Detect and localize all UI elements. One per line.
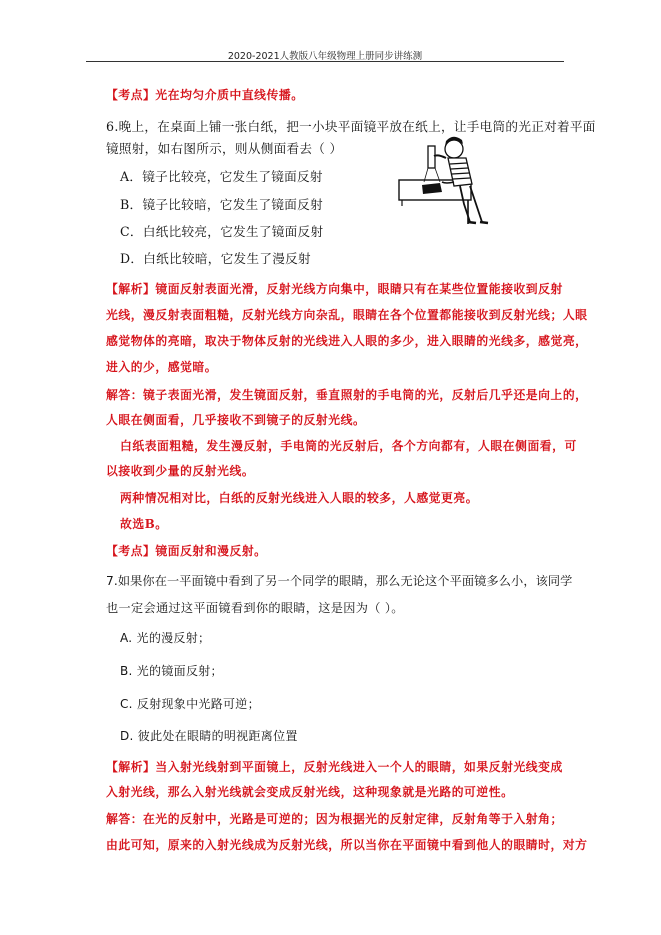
- q7-stem-line-2: 也一定会通过这平面镜看到你的眼睛，这是因为（ ）。: [106, 601, 404, 615]
- q6-jieda-line-5: 两种情况相对比，白纸的反射光线进入人眼的较多，人感觉更亮。: [120, 491, 479, 505]
- boy-shoes: [468, 222, 488, 223]
- q6-option-c: C．白纸比较亮，它发生了镜面反射: [120, 224, 324, 239]
- q6-option-d: D．白纸比较暗，它发生了漫反射: [120, 251, 311, 266]
- q6-answer: 故选B。: [120, 517, 168, 531]
- q6-jieda-line-4: 以接收到少量的反射光线。: [106, 464, 255, 478]
- page-header: 2020-2021人教版八年级物理上册同步讲练测: [227, 51, 423, 62]
- q6-jiexi-line-4: 进入的少，感觉暗。: [106, 360, 218, 374]
- q7-jieda-line-2: 由此可知，原来的入射光线成为反射光线，所以当你在平面镜中看到他人的眼睛时，对方: [106, 838, 588, 852]
- flashlight-mirror-illustration: [398, 132, 490, 226]
- q6-jieda-line-2: 人眼在侧面看，几乎接收不到镜子的反射光线。: [106, 413, 366, 427]
- q7-jiexi-line-1: 【解析】当入射光线射到平面镜上，反射光线进入一个人的眼睛，如果反射光线变成: [106, 760, 563, 774]
- q6-jiexi-line-2: 光线，漫反射表面粗糙，反射光线方向杂乱，眼睛在各个位置都能接收到反射光线；人眼: [106, 308, 588, 322]
- q6-jiexi-line-1: 【解析】镜面反射表面光滑，反射光线方向集中，眼睛只有在某些位置能接收到反射: [106, 282, 563, 296]
- q7-stem-line-1: 7.如果你在一平面镜中看到了另一个同学的眼睛，那么无论这个平面镜多么小，该同学: [106, 574, 573, 588]
- boy-arm: [434, 155, 446, 158]
- q6-jieda-line-1: 解答：镜子表面光滑，发生镜面反射，垂直照射的手电筒的光，反射后几乎还是向上的，: [106, 388, 588, 402]
- q6-jieda-line-3: 白纸表面粗糙，发生漫反射，手电筒的光反射后，各个方向都有，人眼在侧面看，可: [120, 439, 577, 453]
- q7-jiexi-line-2: 入射光线，那么入射光线就会变成反射光线，这种现象就是光路的可逆性。: [106, 785, 514, 799]
- kaodian-2: 【考点】镜面反射和漫反射。: [106, 544, 267, 558]
- kaodian-1: 【考点】光在均匀介质中直线传播。: [106, 88, 304, 102]
- q6-stem-line-1: 6.晚上，在桌面上铺一张白纸，把一小块平面镜平放在纸上，让手电筒的光正对着平面: [106, 119, 596, 134]
- flashlight: [428, 146, 435, 168]
- q6-jiexi-line-3: 感觉物体的亮暗，取决于物体反射的光线进入人眼的多少，进入眼睛的光线多，感觉亮，: [106, 334, 588, 348]
- q6-stem-line-2: 镜照射，如右图所示，则从侧面看去（ ）: [106, 141, 343, 156]
- header-rule: [86, 61, 564, 62]
- q6-option-b: B．镜子比较暗，它发生了镜面反射: [120, 197, 323, 212]
- q7-option-b: B. 光的镜面反射；: [120, 664, 223, 678]
- q6-option-a: A．镜子比较亮，它发生了镜面反射: [120, 169, 323, 184]
- q7-option-a: A. 光的漫反射；: [120, 631, 211, 645]
- q7-option-c: C. 反射现象中光路可逆；: [120, 697, 260, 711]
- q7-option-d: D. 彼此处在眼睛的明视距离位置: [120, 729, 298, 743]
- q7-jieda-line-1: 解答：在光的反射中，光路是可逆的；因为根据光的反射定律，反射角等于入射角；: [106, 812, 563, 826]
